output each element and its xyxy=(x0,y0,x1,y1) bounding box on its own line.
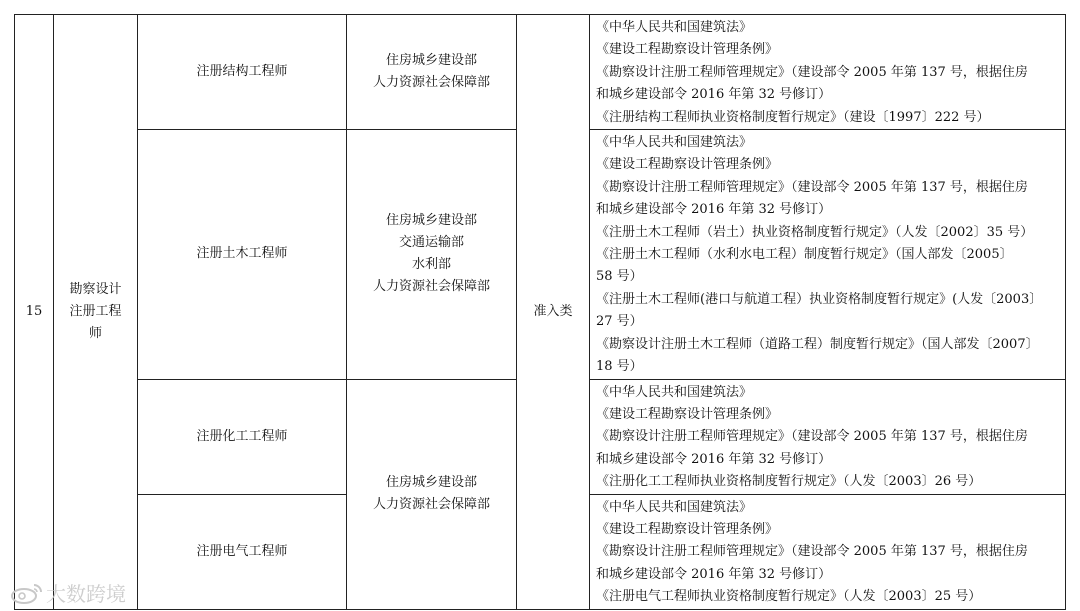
department: 住房城乡建设部 xyxy=(385,53,477,69)
basis-line: 《建设工程勘察设计管理条例》 xyxy=(596,157,779,173)
category-line: 勘察设计 xyxy=(69,281,122,297)
department: 人力资源社会保障部 xyxy=(372,497,490,513)
basis-line: 《勘察设计注册工程师管理规定》（建设部令 2005 年第 137 号，根据住房 xyxy=(596,64,1028,80)
basis-line: 《建设工程勘察设计管理条例》 xyxy=(596,521,779,537)
department-cell xyxy=(347,15,517,130)
basis-line: 《注册土木工程师(港口与航道工程）执业资格制度暂行规定》(人发〔2003〕 xyxy=(596,291,1043,307)
basis-line: 《中华人民共和国建筑法》 xyxy=(596,384,753,400)
basis-line: 《中华人民共和国建筑法》 xyxy=(596,135,753,151)
basis-line: 18 号） xyxy=(596,359,643,375)
basis-line: 《勘察设计注册工程师管理规定》（建设部令 2005 年第 137 号，根据住房 xyxy=(596,429,1028,445)
department: 交通运输部 xyxy=(398,235,464,251)
department-cell xyxy=(347,379,517,609)
department: 住房城乡建设部 xyxy=(385,213,477,229)
basis-line: 《建设工程勘察设计管理条例》 xyxy=(596,42,779,58)
weibo-logo-icon xyxy=(10,582,44,604)
basis-line: 《建设工程勘察设计管理条例》 xyxy=(596,406,779,422)
category-line: 师 xyxy=(88,325,102,341)
basis-line: 《注册电气工程师执业资格制度暂行规定》（人发〔2003〕25 号） xyxy=(596,589,982,605)
qualification-name: 注册结构工程师 xyxy=(138,15,347,130)
department: 住房城乡建设部 xyxy=(385,475,477,491)
basis-line: 《注册结构工程师执业资格制度暂行规定》（建设〔1997〕222 号） xyxy=(596,109,990,125)
basis-line: 《注册土木工程师（水利水电工程）制度暂行规定》（国人部发〔2005〕 xyxy=(596,247,1013,263)
basis-line: 《勘察设计注册工程师管理规定》（建设部令 2005 年第 137 号，根据住房 xyxy=(596,179,1028,195)
watermark xyxy=(10,578,126,607)
basis-line: 《勘察设计注册工程师管理规定》（建设部令 2005 年第 137 号，根据住房 xyxy=(596,544,1028,560)
qualification-table xyxy=(14,14,1066,610)
department: 人力资源社会保障部 xyxy=(372,75,490,91)
basis-line: 和城乡建设部令 2016 年第 32 号修订） xyxy=(596,202,832,218)
basis-line: 58 号） xyxy=(596,269,643,285)
basis-line: 《中华人民共和国建筑法》 xyxy=(596,20,753,35)
department: 人力资源社会保障部 xyxy=(372,279,490,295)
qualification-name: 注册电气工程师 xyxy=(138,494,347,609)
qualification-name: 注册化工工程师 xyxy=(138,379,347,494)
basis-cell xyxy=(590,379,1066,494)
row-index: 15 xyxy=(15,15,54,610)
watermark-text: 大数跨境 xyxy=(46,582,126,606)
department-cell xyxy=(347,130,517,379)
category-cell xyxy=(54,15,138,610)
basis-line: 27 号） xyxy=(596,314,643,330)
basis-line: 和城乡建设部令 2016 年第 32 号修订） xyxy=(596,566,832,582)
basis-line: 《注册土木工程师（岩土）执业资格制度暂行规定》（人发〔2002〕35 号） xyxy=(596,224,1034,240)
basis-line: 《注册化工工程师执业资格制度暂行规定》（人发〔2003〕26 号） xyxy=(596,474,982,490)
basis-cell xyxy=(590,15,1066,130)
access-type: 准入类 xyxy=(517,15,590,610)
basis-line: 和城乡建设部令 2016 年第 32 号修订） xyxy=(596,87,832,103)
basis-line: 《勘察设计注册土木工程师（道路工程）制度暂行规定》（国人部发〔2007〕 xyxy=(596,336,1039,352)
category-line: 注册工程 xyxy=(69,303,122,319)
basis-line: 和城乡建设部令 2016 年第 32 号修订） xyxy=(596,451,832,467)
department: 水利部 xyxy=(411,257,451,273)
basis-cell xyxy=(590,494,1066,609)
basis-cell xyxy=(590,130,1066,379)
basis-line: 《中华人民共和国建筑法》 xyxy=(596,499,753,515)
qualification-name: 注册土木工程师 xyxy=(138,130,347,379)
